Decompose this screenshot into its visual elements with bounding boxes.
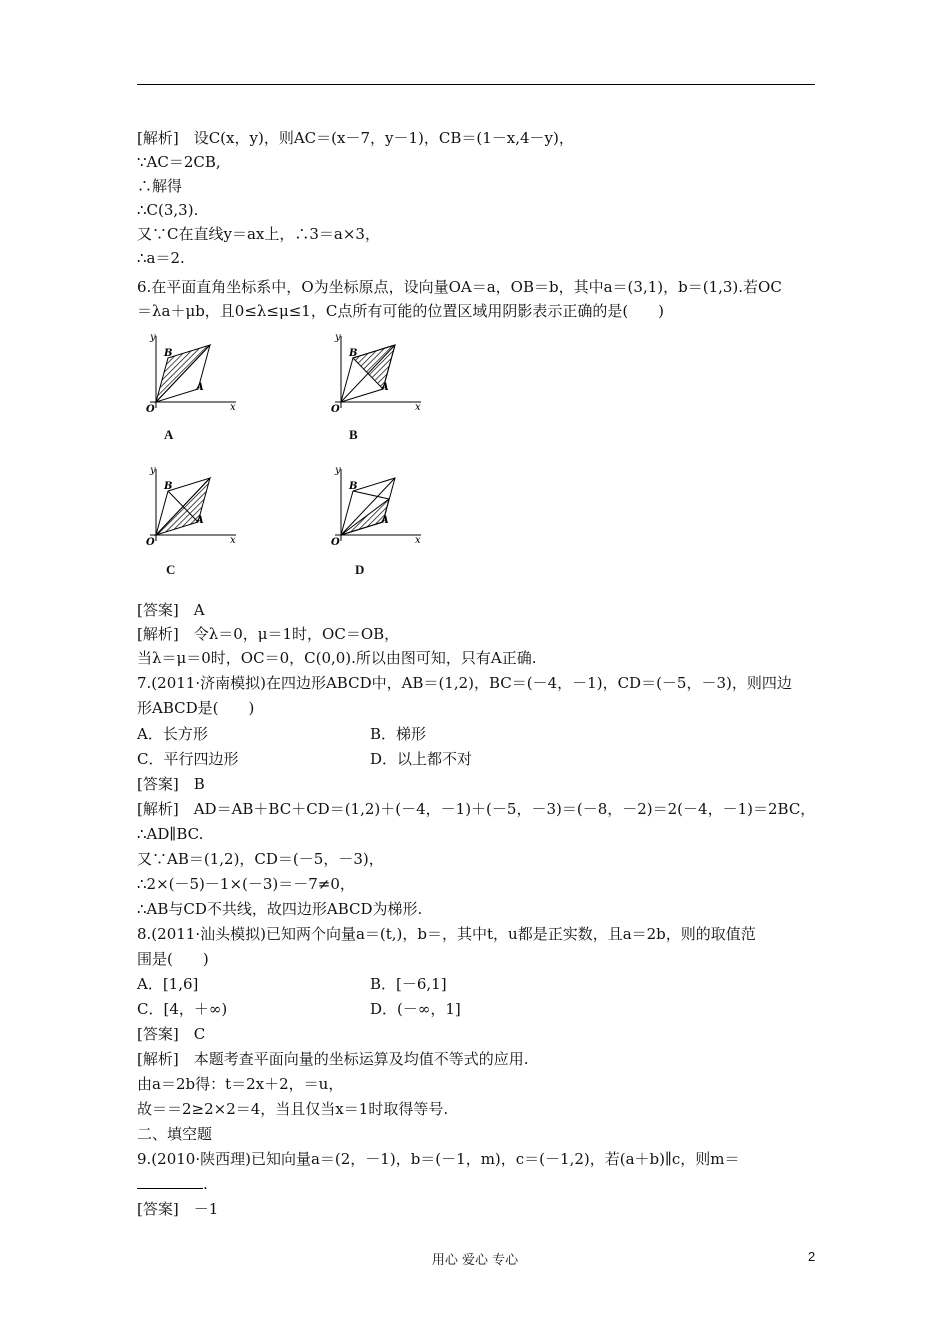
analysis-line: [解析] 令λ＝0，μ＝1时，OC＝OB， — [137, 625, 400, 643]
question-7-line: 7.(2011·济南模拟)在四边形ABCD中，AB＝(1,2)，BC＝(－4，－1)，CD＝(－5，－3)，则四边 — [137, 674, 792, 692]
option-d: D．(－∞，1] — [370, 1000, 461, 1018]
point-a-label: A — [381, 382, 389, 393]
question-8-line: 围是( ) — [137, 950, 209, 968]
analysis-line: 由a＝2b得：t＝2x＋2，＝u， — [137, 1075, 344, 1093]
question-6-line: ＝λa＋μb，且0≤λ≤μ≤1，C点所有可能的位置区域用阴影表示正确的是( ) — [137, 302, 665, 320]
text-line: 又∵C在直线y＝ax上，∴3＝a×3， — [137, 225, 380, 243]
question-8-line: 8.(2011·汕头模拟)已知两个向量a＝(t,)，b＝，其中t，u都是正实数，且a＝2b，则的取值范 — [137, 925, 756, 943]
analysis-line: 故＝＝2≥2×2＝4，当且仅当x＝1时取得等号. — [137, 1100, 449, 1118]
analysis-line: [解析] AD＝AB＋BC＋CD＝(1,2)＋(－4，－1)＋(－5，－3)＝(－8，－2)＝2(－4，－1)＝2BC， — [137, 800, 816, 818]
point-b-label: B — [164, 348, 173, 359]
origin-label: O — [331, 404, 340, 414]
option-c: C．[4，＋∞) — [137, 1000, 228, 1018]
figure-a — [140, 328, 250, 414]
text-line: ∵AC＝2CB, — [137, 153, 221, 171]
axis-y-label: y — [335, 465, 341, 476]
answer-line: [答案] －1 — [137, 1200, 219, 1218]
option-b: B．[－6,1] — [370, 975, 447, 993]
axis-x-label: x — [230, 402, 236, 413]
header-rule — [137, 84, 815, 85]
figure-b — [325, 328, 435, 414]
axis-x-label: x — [415, 402, 421, 413]
analysis-line: ∴AD∥BC. — [137, 825, 204, 843]
point-b-label: B — [349, 348, 358, 359]
question-7-line: 形ABCD是( ) — [137, 699, 255, 717]
point-a-label: A — [196, 515, 204, 526]
footer-motto: 用心 爱心 专心 — [431, 1253, 519, 1268]
text-line: [解析] 设C(x，y)，则AC＝(x－7，y－1)，CB＝(1－x,4－y)， — [137, 129, 574, 147]
figure-c — [140, 461, 250, 547]
option-a: A．[1,6] — [137, 975, 199, 993]
analysis-line: [解析] 本题考查平面向量的坐标运算及均值不等式的应用. — [137, 1050, 529, 1068]
question-6-line: 6.在平面直角坐标系中，O为坐标原点，设向量OA＝a，OB＝b，其中a＝(3,1)，b＝(1,3).若OC — [137, 278, 782, 296]
option-d: D．以上都不对 — [370, 750, 473, 768]
analysis-line: ∴2×(－5)－1×(－3)＝－7≠0， — [137, 875, 355, 893]
analysis-line: 当λ＝μ＝0时，OC＝0，C(0,0).所以由图可知，只有A正确. — [137, 649, 537, 667]
origin-label: O — [146, 404, 155, 414]
axis-y-label: y — [335, 332, 341, 343]
question-9-line: 9.(2010·陕西理)已知向量a＝(2，－1)，b＝(－1，m)，c＝(－1,2)，若(a＋b)∥c，则m＝ — [137, 1150, 740, 1168]
option-c: C．平行四边形 — [137, 750, 239, 768]
point-b-label: B — [349, 481, 358, 492]
axis-y-label: y — [150, 332, 156, 343]
axis-x-label: x — [230, 535, 236, 546]
analysis-line: 又∵AB＝(1,2)，CD＝(－5，－3)， — [137, 850, 384, 868]
figure-label: A — [164, 427, 174, 442]
origin-label: O — [146, 537, 155, 547]
text-line: ∴解得 — [137, 177, 183, 195]
text-line: ∴a＝2. — [137, 249, 185, 267]
point-b-label: B — [164, 481, 173, 492]
answer-line: [答案] A — [137, 601, 205, 619]
option-b: B．梯形 — [370, 725, 427, 743]
analysis-line: ∴AB与CD不共线，故四边形ABCD为梯形. — [137, 900, 423, 918]
figure-label: D — [355, 562, 365, 577]
option-a: A．长方形 — [137, 725, 208, 743]
point-a-label: A — [196, 382, 204, 393]
page-number: 2 — [808, 1249, 816, 1264]
question-9-blank-line — [137, 1173, 208, 1195]
point-a-label: A — [381, 515, 389, 526]
answer-blank — [137, 1174, 203, 1189]
section-heading: 二、填空题 — [137, 1125, 213, 1143]
answer-line: [答案] B — [137, 775, 205, 793]
figure-d — [325, 461, 435, 547]
origin-label: O — [331, 537, 340, 547]
axis-x-label: x — [415, 535, 421, 546]
figure-label: B — [349, 427, 358, 442]
answer-line: [答案] C — [137, 1025, 206, 1043]
text-line: ∴C(3,3). — [137, 201, 199, 219]
axis-y-label: y — [150, 465, 156, 476]
figure-label: C — [166, 562, 176, 577]
question-9-end: . — [203, 1175, 208, 1193]
